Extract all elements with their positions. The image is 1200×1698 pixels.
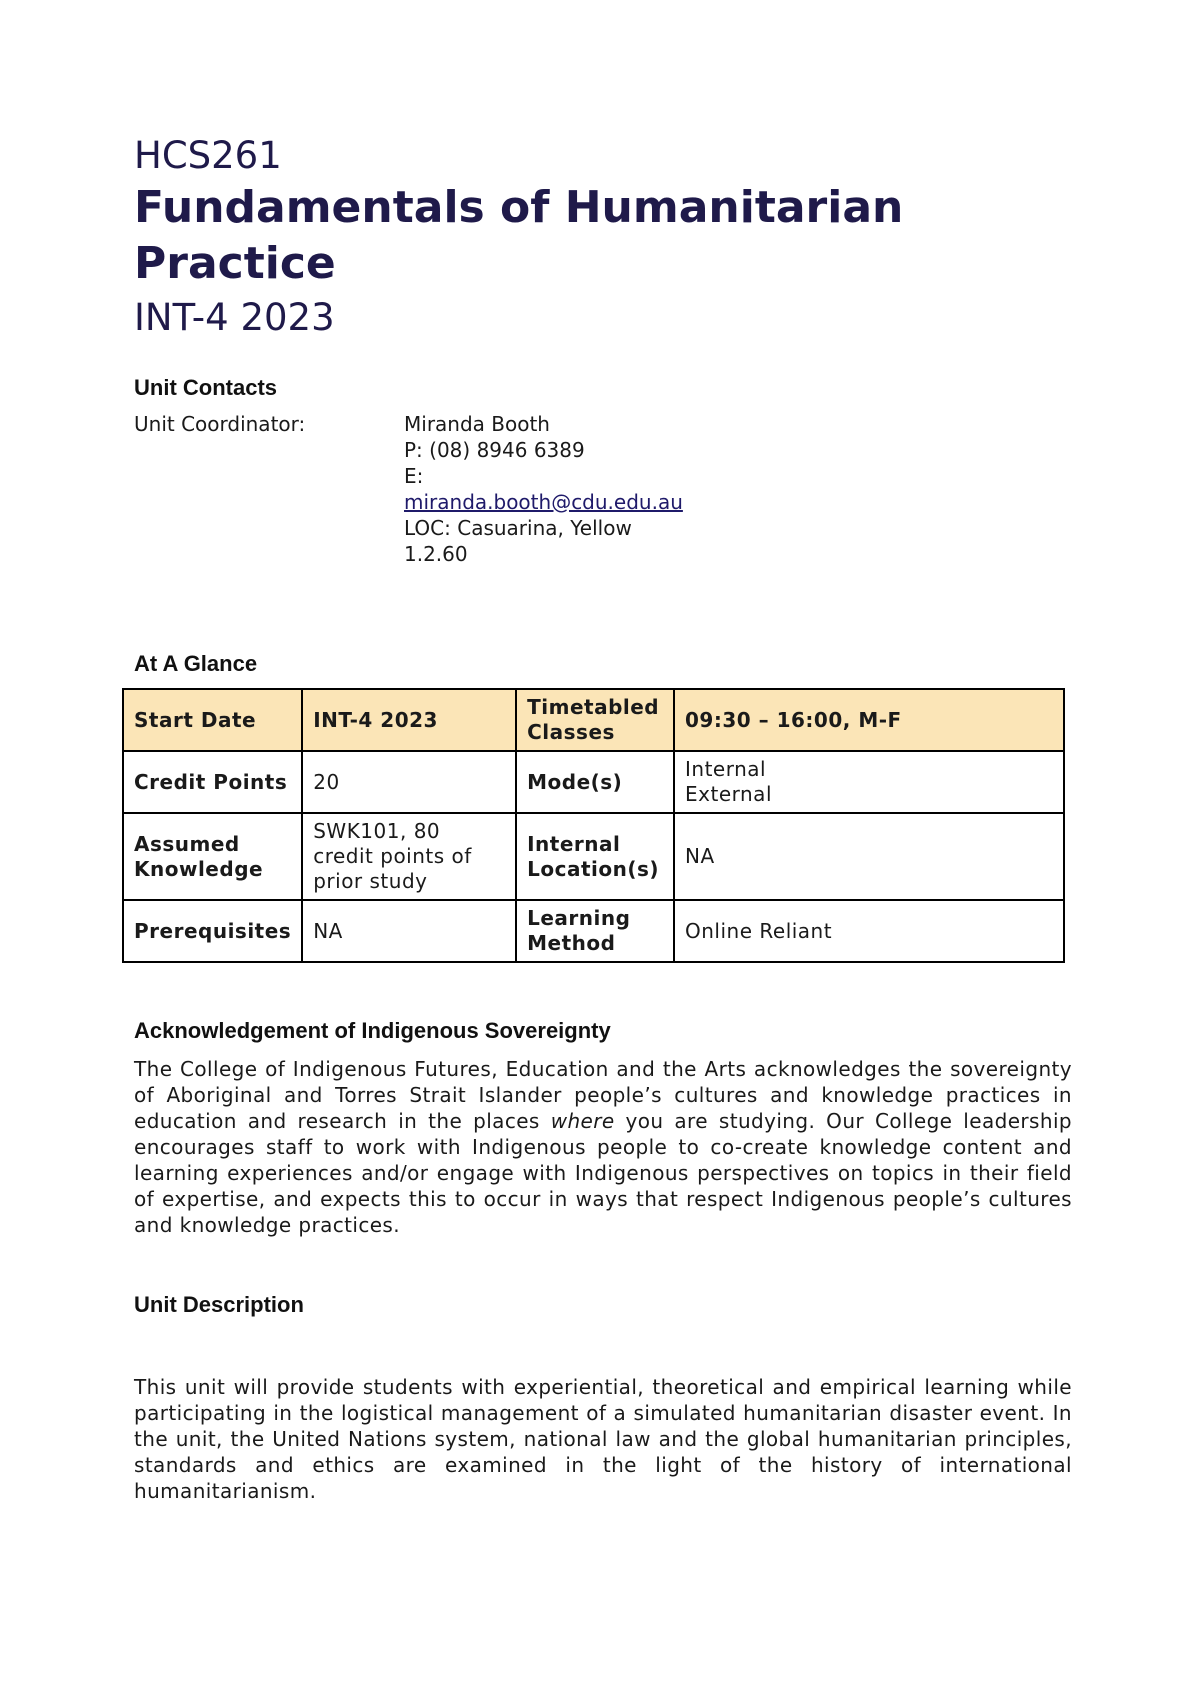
unit-description-heading: Unit Description <box>134 1292 304 1317</box>
coordinator-location: LOC: Casuarina, Yellow <box>404 516 632 540</box>
at-a-glance-table <box>122 688 1065 963</box>
internal-location-value: NA <box>674 813 1064 900</box>
unit-description-text: This unit will provide students with experiential, theoretical and empirical learning while participating in the logistical management of a simulated humanitarian disaster event. In the unit, the United Nations system, national law and the global humanitarian principles, standards and ethics are examined in the light of the history of international humanitarianism. <box>134 1375 1072 1503</box>
modes-label: Mode(s) <box>516 751 674 813</box>
coordinator-email-link[interactable]: miranda.booth@cdu.edu.au <box>404 490 683 514</box>
coordinator-phone: P: (08) 8946 6389 <box>404 438 585 462</box>
unit-code: HCS261 <box>134 134 282 177</box>
coordinator-name: Miranda Booth <box>404 412 550 436</box>
acknowledgement-text-part2: you are studying. Our College leadership encourages staff to work with Indigenous people to co-create knowledge content and learning experiences and/or engage with Indigenous perspectives on topics in their field of expertise, and expects this to occur in ways that respect Indigenous people’s cultures and knowledge practices. <box>134 1109 1072 1237</box>
acknowledgement-heading: Acknowledgement of Indigenous Sovereignty <box>134 1018 611 1043</box>
prerequisites-value: NA <box>302 900 516 962</box>
acknowledgement-text-part1: The College of Indigenous Futures, Education and the Arts acknowledges the sovereignty of Aboriginal and Torres Strait Islander people’s cultures and knowledge practices in education and research in the places <box>134 1057 1072 1133</box>
at-a-glance-heading: At A Glance <box>134 651 258 676</box>
assumed-knowledge-label: Assumed Knowledge <box>123 813 302 900</box>
unit-contacts-heading: Unit Contacts <box>134 375 277 400</box>
unit-title: Fundamentals of Humanitarian Practice <box>134 182 904 289</box>
table-row <box>123 751 1064 813</box>
credit-points-value: 20 <box>302 751 516 813</box>
acknowledgement-text <box>134 1056 1072 1238</box>
prerequisites-label: Prerequisites <box>123 900 302 962</box>
internal-location-label: Internal Location(s) <box>516 813 674 900</box>
mode-external: External <box>685 782 772 806</box>
acknowledgement-emphasis: where <box>550 1109 615 1133</box>
unit-offering: INT-4 2023 <box>134 296 335 339</box>
coordinator-label: Unit Coordinator: <box>134 412 306 436</box>
start-date-label: Start Date <box>123 689 302 751</box>
start-date-value: INT-4 2023 <box>302 689 516 751</box>
timetabled-classes-value: 09:30 – 16:00, M-F <box>674 689 1064 751</box>
credit-points-label: Credit Points <box>123 751 302 813</box>
table-row <box>123 689 1064 751</box>
learning-method-label: Learning Method <box>516 900 674 962</box>
timetabled-classes-label: Timetabled Classes <box>516 689 674 751</box>
coordinator-location-room: 1.2.60 <box>404 542 468 566</box>
coordinator-email-label: E: <box>404 464 424 488</box>
assumed-knowledge-value: SWK101, 80 credit points of prior study <box>302 813 516 900</box>
coordinator-details <box>404 411 683 567</box>
mode-internal: Internal <box>685 757 767 781</box>
table-row <box>123 900 1064 962</box>
table-row <box>123 813 1064 900</box>
learning-method-value: Online Reliant <box>674 900 1064 962</box>
modes-value <box>674 751 1064 813</box>
